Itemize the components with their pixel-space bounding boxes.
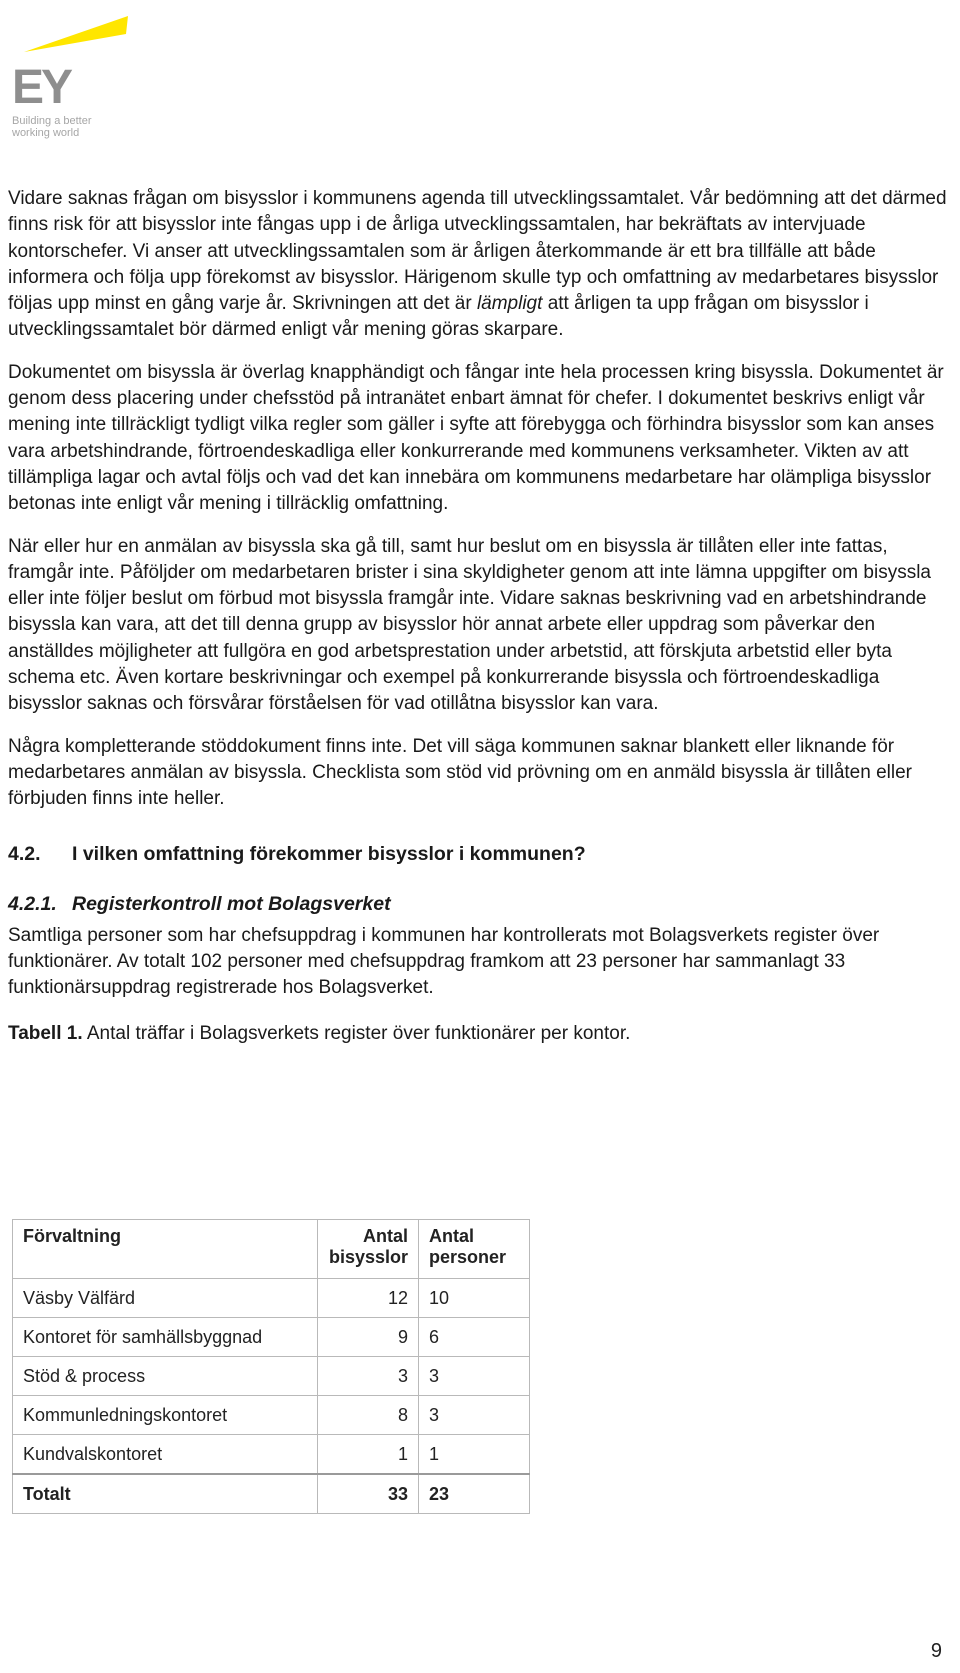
section-title: I vilken omfattning förekommer bisysslor i kommunen? — [72, 842, 586, 865]
tagline-line-2: working world — [12, 127, 80, 139]
cell-forvaltning: Kontoret för samhällsbyggnad — [13, 1318, 318, 1357]
table-row — [13, 1396, 530, 1435]
cell-bisysslor: 3 — [318, 1357, 419, 1396]
table-caption-label: Tabell 1. — [8, 1023, 83, 1045]
header-antal-bisysslor: Antal bisysslor — [318, 1220, 419, 1279]
section-number: 4.2. — [8, 842, 41, 865]
paragraph-3: När eller hur en anmälan av bisyssla ska gå till, samt hur beslut om en bisyssla är tillåten eller inte fattas, framgår inte. Påföljder om medarbetaren brister i sina skyldigheter genom att inte lämna uppgifter om bisyssla eller inte följer beslut om förbud mot bisyssla framgår inte. Vidare saknas beskrivning vad en arbetshindrande bisyssla kan vara, att det till denna grupp av bisysslor hör annat arbete eller uppdrag som påverkar den anställdes möjligheter att fullgöra en god arbetsprestation under arbetstid, att förskjuta arbetstid eller byta schema etc. Även kortare beskrivningar och exempel på konkurrerande bisyssla och förtroendeskadliga bisysslor saknas och försvårar förståelsen för vad otillåtna bisysslor kan vara. — [8, 535, 931, 715]
paragraph-1-end: att årligen ta upp frågan om bisysslor i utvecklingssamtalet bör därmed enligt vår mening göras skarpare. — [8, 293, 869, 341]
total-label: Totalt — [13, 1474, 318, 1514]
page-number: 9 — [930, 1640, 942, 1662]
paragraph-4: Några kompletterande stöddokument finns inte. Det vill säga kommunen saknar blankett eller liknande för medarbetares anmälan av bisyssla. Checklista som stöd vid prövning om en anmäld bisyssla är tillåten eller förbjuden finns inte heller. — [8, 735, 912, 810]
paragraph-2: Dokumentet om bisyssla är överlag knapphändigt och fångar inte hela processen kring bisyssla. Dokumentet är genom dess placering under chefsstöd på intranätet enbart ämnat för chefer. I dokumentet beskrivs enligt vår mening inte tillräckligt tydligt vilka regler som gäller i syfte att förebygga och förhindra bisysslor som kan anses vara arbetshindrande, förtroendeskadliga eller konkurrerande med kommunens verksamheter. Vikten av att tillämpliga lagar och avtal följs och vad det kan innebära om kommunens medarbetare har olämpliga bisysslor betonas inte enligt vår mening i tillräcklig omfattning. — [8, 361, 944, 515]
ey-logo — [10, 8, 140, 138]
cell-forvaltning: Stöd & process — [13, 1357, 318, 1396]
paragraph-1-emphasis: lämpligt — [476, 293, 543, 315]
section-heading-4-2 — [8, 841, 948, 867]
paragraph-1 — [8, 186, 948, 344]
tagline-line-1: Building a better — [12, 115, 92, 127]
table-row — [13, 1357, 530, 1396]
header-forvaltning: Förvaltning — [13, 1220, 318, 1279]
paragraph-5: Samtliga personer som har chefsuppdrag i kommunen har kontrollerats mot Bolagsverkets register över funktionärer. Av totalt 102 personer med chefsuppdrag framkom att 23 personer har sammanlagt 33 funktionärsuppdrag registrerade hos Bolagsverket. — [8, 924, 880, 999]
total-personer: 23 — [419, 1474, 530, 1514]
document-body — [8, 186, 948, 1047]
paragraph-1-text: Vidare saknas frågan om bisysslor i kommunens agenda till utvecklingssamtalet. Vår bedömning att det därmed finns risk för att bisysslor inte fångas upp i de årliga utvecklingssamtalen, har bekräftats av intervjuade kontorschefer. Vi anser att utvecklingssamtalen som är årligen återkommande är ett bra tillfälle att både informera och följa upp förekomst av bisysslor. Härigenom skulle typ och omfattning av medarbetares bisysslor följas upp minst en gång varje år. Skrivningen att det är — [8, 188, 947, 315]
logo-tagline — [12, 115, 142, 139]
cell-forvaltning: Kommunledningskontoret — [13, 1396, 318, 1435]
header-antal-personer: Antal personer — [419, 1220, 530, 1279]
cell-bisysslor: 8 — [318, 1396, 419, 1435]
table-row — [13, 1435, 530, 1475]
subsection-number: 4.2.1. — [8, 892, 57, 915]
cell-personer: 6 — [419, 1318, 530, 1357]
functionary-table — [12, 1219, 530, 1514]
logo-beam-icon — [10, 8, 140, 68]
cell-forvaltning: Kundvalskontoret — [13, 1435, 318, 1475]
logo-wordmark: EY — [12, 61, 71, 114]
cell-bisysslor: 12 — [318, 1279, 419, 1318]
cell-personer: 1 — [419, 1435, 530, 1475]
cell-forvaltning: Väsby Välfärd — [13, 1279, 318, 1318]
table-caption-text: Antal träffar i Bolagsverkets register över funktionärer per kontor. — [82, 1023, 631, 1045]
table-total-row — [13, 1474, 530, 1514]
table-header-row — [13, 1220, 530, 1279]
cell-personer: 3 — [419, 1357, 530, 1396]
cell-bisysslor: 1 — [318, 1435, 419, 1475]
cell-personer: 10 — [419, 1279, 530, 1318]
subsection-title: Registerkontroll mot Bolagsverket — [72, 892, 391, 915]
table-row — [13, 1279, 530, 1318]
table-caption — [8, 1021, 948, 1047]
cell-bisysslor: 9 — [318, 1318, 419, 1357]
total-bisysslor: 33 — [318, 1474, 419, 1514]
cell-personer: 3 — [419, 1396, 530, 1435]
subsection-heading-4-2-1 — [8, 891, 948, 917]
table-row — [13, 1318, 530, 1357]
